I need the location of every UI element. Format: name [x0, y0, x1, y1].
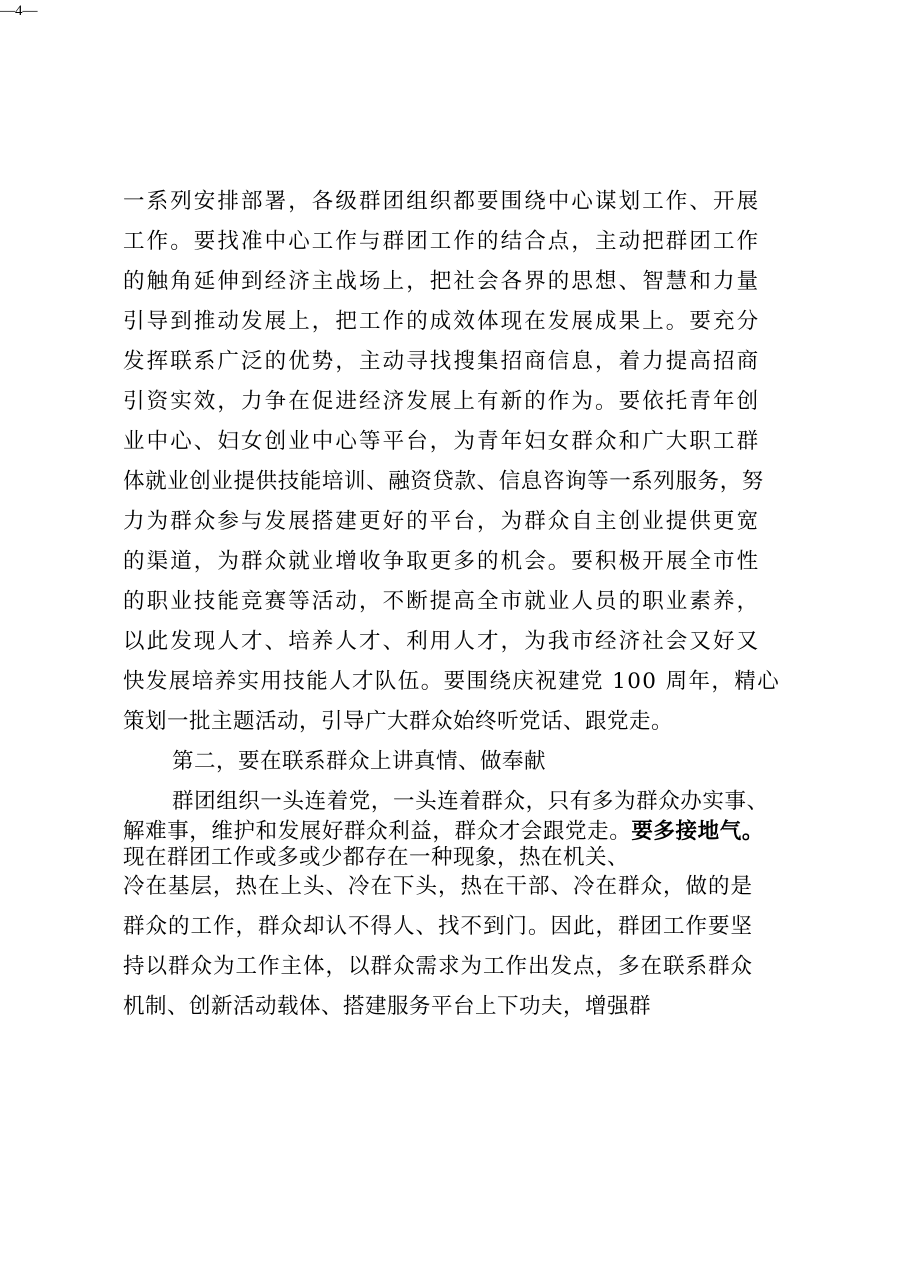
paragraph-line: 群众的工作，群众却认不得人、找不到门。因此，群团工作要坚	[123, 914, 754, 939]
paragraph-line: 工作。要找准中心工作与群团工作的结合点，主动把群团工作	[123, 229, 761, 254]
paragraph-line: 的触角延伸到经济主战场上，把社会各界的思想、智慧和力量	[123, 269, 761, 294]
paragraph-text: 解难事，维护和发展好群众利益，群众才会跟党走。	[123, 819, 632, 844]
paragraph-line: 群团组织一头连着党，一头连着群众，只有多为群众办实事、	[172, 789, 769, 814]
paragraph-line: 机制、创新活动载体、搭建服务平台上下功夫，增强群	[123, 994, 652, 1019]
paragraph-line	[123, 819, 764, 845]
paragraph-line: 的渠道，为群众就业增收争取更多的机会。要积极开展全市性	[123, 549, 761, 574]
paragraph-line: 快发展培养实用技能人才队伍。要围绕庆祝建党 100 周年，精心	[123, 669, 781, 694]
paragraph-line: 一系列安排部署，各级群团组织都要围绕中心谋划工作、开展	[123, 189, 761, 214]
section-heading: 第二，要在联系群众上讲真情、做奉献	[172, 749, 547, 774]
paragraph-line: 业中心、妇女创业中心等平台，为青年妇女群众和广大职工群	[123, 429, 761, 454]
paragraph-line: 引导到推动发展上，把工作的成效体现在发展成果上。要充分	[123, 309, 761, 334]
paragraph-line: 的职业技能竞赛等活动，不断提高全市就业人员的职业素养，	[123, 589, 761, 614]
page-number: —4—	[0, 3, 38, 19]
paragraph-line: 以此发现人才、培养人才、利用人才，为我市经济社会又好又	[123, 629, 761, 654]
paragraph-line: 策划一批主题活动，引导广大群众始终听党话、跟党走。	[123, 709, 674, 734]
emphasis-text: 要多接地气。	[631, 819, 764, 844]
paragraph-line: 现在群团工作或多或少都存在一种现象，热在机关、	[123, 845, 630, 870]
paragraph-line: 冷在基层，热在上头、冷在下头，热在干部、冷在群众，做的是	[123, 874, 754, 899]
paragraph-line: 发挥联系广泛的优势，主动寻找搜集招商信息，着力提高招商	[123, 349, 761, 374]
paragraph-line: 引资实效，力争在促进经济发展上有新的作为。要依托青年创	[123, 389, 761, 414]
paragraph-line: 持以群众为工作主体，以群众需求为工作出发点，多在联系群众	[123, 954, 754, 979]
paragraph-line: 体就业创业提供技能培训、融资贷款、信息咨询等一系列服务，努	[123, 469, 764, 494]
paragraph-line: 力为群众参与发展搭建更好的平台，为群众自主创业提供更宽	[123, 509, 761, 534]
